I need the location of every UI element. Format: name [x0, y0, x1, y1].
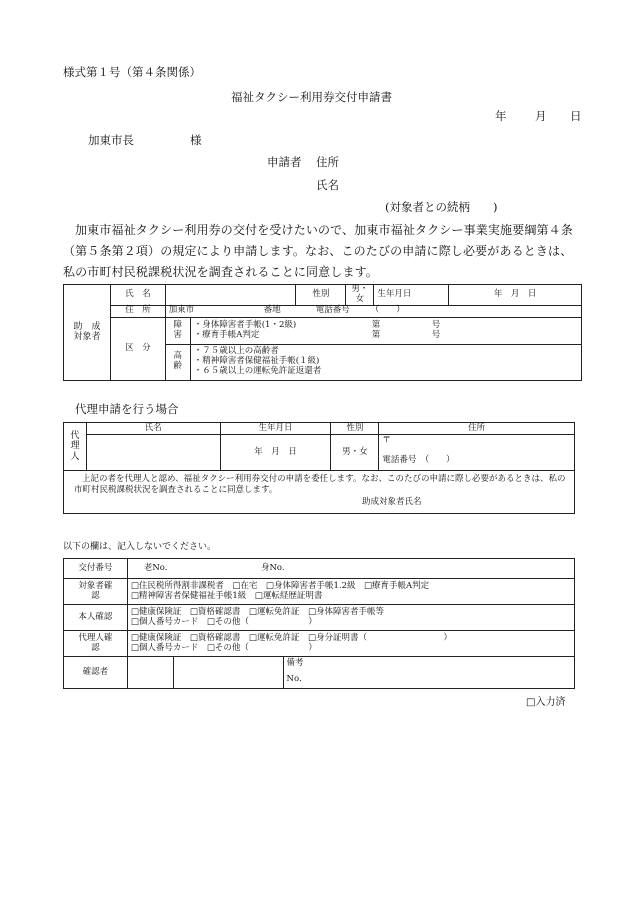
proxy-birth-value[interactable]: 年 月 日	[220, 435, 331, 471]
subject-table	[63, 284, 582, 381]
office-line: □個人番号カード □その他（ ）	[130, 642, 317, 653]
office-row-label: 本人確認	[64, 605, 128, 631]
office-table	[63, 558, 575, 689]
office-line: □健康保険証 □資格確認書 □運転免許証 □身分証明書（ ）	[130, 632, 452, 643]
proxy-side-label: 代 理 人	[64, 423, 87, 471]
entered-checkbox[interactable]: □入力済	[526, 697, 566, 708]
office-row-content[interactable]	[127, 605, 574, 631]
elderly-item-3: ・６５歳以上の運転免許証返還者	[193, 365, 322, 376]
proxy-name-field[interactable]	[86, 435, 220, 471]
applicant-name-label: 氏名	[316, 178, 339, 192]
category-label: 区 分	[110, 317, 165, 380]
proxy-col-birth: 生年月日	[220, 423, 331, 435]
office-row-content[interactable]: 老No. 身No.	[127, 559, 574, 579]
applicant-relation: (対象者との続柄 )	[385, 200, 498, 214]
subject-birth-value[interactable]: 年 月 日	[449, 285, 582, 306]
proxy-address-field[interactable]	[379, 435, 575, 471]
postal-mark: 〒	[382, 435, 391, 445]
date-year: 年	[495, 109, 507, 123]
addressee-name: 加東市長	[88, 133, 134, 147]
disability-options[interactable]	[190, 317, 581, 344]
proxy-col-name: 氏名	[86, 423, 220, 435]
applicant-label: 申請者	[267, 155, 302, 169]
office-line: □健康保険証 □資格確認書 □運転免許証 □身体障害者手帳等	[130, 606, 384, 617]
proxy-heading: 代理申請を行う場合	[75, 402, 179, 416]
date-day: 日	[570, 109, 582, 123]
office-row-label: 対象者確 認	[64, 579, 128, 605]
subject-name-field[interactable]	[165, 285, 296, 306]
elderly-item-1: ・７５歳以上の高齢者	[193, 346, 279, 357]
office-line: □個人番号カード □その他（ ）	[130, 616, 317, 627]
subject-group-label: 助 成 対象者	[64, 285, 111, 381]
number-suffix-2: 号	[431, 329, 441, 340]
subject-gender-label: 性別	[296, 285, 346, 306]
application-statement: 加東市福祉タクシー利用券の交付を受けたいので、加東市福祉タクシー事業実施要綱第４条（第５条第２項）の規定により申請します。なお、このたびの申請に際し必要があるときは、私の市町村民税課税状況を調査されることに同意します。	[63, 223, 573, 279]
office-note: 以下の欄は、記入しないでください。	[63, 542, 217, 552]
date-month: 月	[535, 109, 547, 123]
number-prefix-2: 第	[371, 329, 381, 340]
proxy-col-gender: 性別	[331, 423, 379, 435]
proxy-phone: 電話番号 （ ）	[382, 454, 455, 465]
remarks-label: 備考	[286, 658, 304, 668]
subject-address-field[interactable]	[165, 305, 581, 317]
proxy-gender-value[interactable]: 男・女	[331, 435, 379, 471]
office-line: □精神障害者保健福祉手帳1級 □運転経歴証明書	[130, 590, 323, 601]
confirmer-label: 確認者	[64, 657, 128, 689]
proxy-consent-text: 上記の者を代理人と認め、福祉タクシー利用券交付の申請を委任します。なお、このたびの申請に際し必要があるときは、私の市町村民税課税状況を調査されることに同意します。	[74, 474, 566, 496]
office-row-content[interactable]	[127, 631, 574, 657]
subject-gender-value[interactable]: 男・女	[346, 285, 374, 306]
proxy-table	[63, 422, 575, 514]
elderly-item-2: ・精神障害者保健福祉手帳(１級)	[193, 356, 320, 367]
subject-address-label: 住 所	[110, 305, 165, 317]
form-title: 福祉タクシー利用券交付申請書	[231, 90, 392, 104]
proxy-signature-label: 助成対象者氏名	[362, 496, 422, 507]
disability-item-2: ・療育手帳A判定	[193, 329, 260, 340]
disability-label: 障 害	[165, 317, 190, 344]
subject-name-label: 氏 名	[110, 285, 165, 306]
remarks-no: No.	[286, 673, 302, 684]
applicant-address-label: 住所	[316, 155, 339, 169]
office-row-label: 代理人確 認	[64, 631, 128, 657]
office-line: □住民税所得割非課税者 □在宅 □身体障害者手帳1.2級 □療育手帳A判定	[130, 580, 430, 591]
addressee-honorific: 様	[190, 133, 202, 147]
office-row-label: 交付番号	[64, 559, 128, 579]
phone-label: 電話番号	[315, 305, 350, 316]
address-city: 加東市	[168, 305, 195, 316]
number-prefix-1: 第	[371, 319, 381, 330]
address-banchi: 番地	[263, 305, 281, 316]
confirmer-stamp-2[interactable]	[173, 657, 283, 689]
confirmer-stamp-1[interactable]	[127, 657, 173, 689]
proxy-consent-cell	[64, 471, 575, 514]
number-suffix-1: 号	[431, 319, 441, 330]
phone-parens: （ ）	[370, 305, 405, 316]
elderly-options[interactable]	[190, 344, 581, 380]
proxy-col-address: 住所	[379, 423, 575, 435]
form-number: 様式第１号（第４条関係）	[63, 65, 201, 79]
office-row-content[interactable]	[127, 579, 574, 605]
disability-item-1: ・身体障害者手帳(1・2級)	[193, 319, 297, 330]
elderly-label: 高 齢	[165, 344, 190, 380]
subject-birth-label: 生年月日	[374, 285, 449, 306]
remarks-cell[interactable]	[283, 657, 574, 689]
